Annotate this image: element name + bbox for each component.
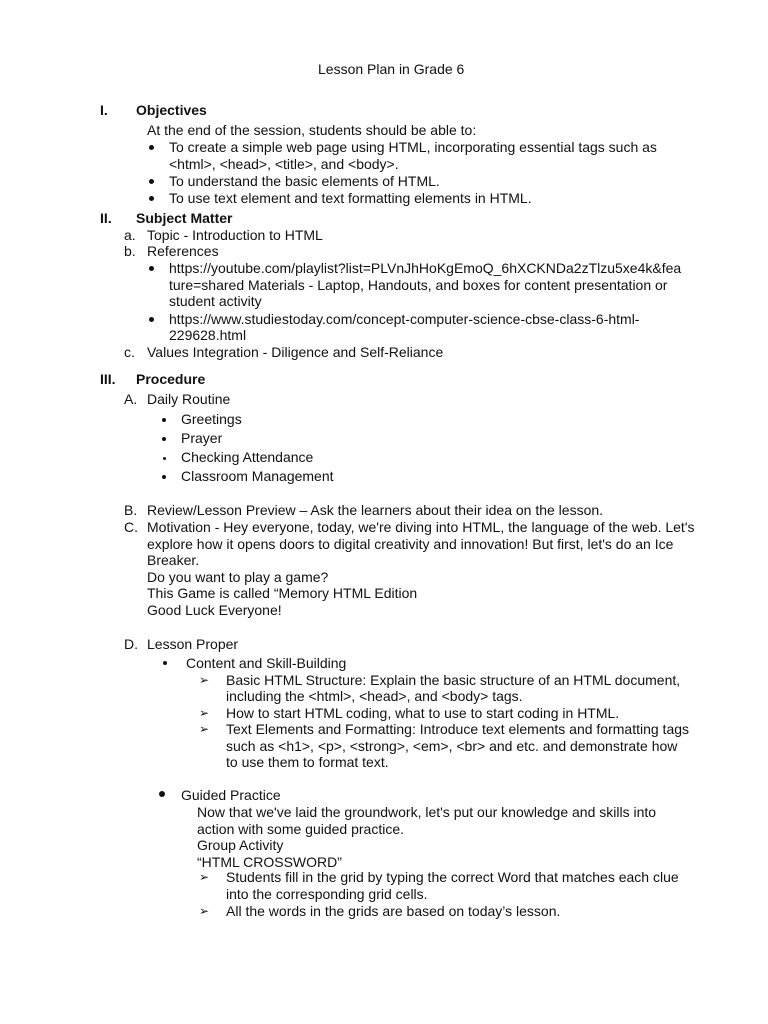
content-item-3-line-3: to use them to format text. xyxy=(226,754,389,770)
bullet-dot xyxy=(159,791,165,797)
values-integration: Values Integration - Diligence and Self-Reliance xyxy=(147,344,444,360)
arrow-bullet-icon: ➢ xyxy=(199,722,210,736)
item-c-marker: c. xyxy=(124,344,135,360)
section-3-heading: Procedure xyxy=(136,371,206,387)
references-label: References xyxy=(147,243,219,259)
guided-item-1-line-1: Students fill in the grid by typing the correct Word that matches each clue xyxy=(226,869,679,885)
topic-text: Topic - Introduction to HTML xyxy=(147,227,323,243)
section-3-number: III. xyxy=(100,371,116,387)
item-B-marker: B. xyxy=(124,502,138,518)
motivation-line: Good Luck Everyone! xyxy=(147,602,282,618)
arrow-bullet-icon: ➢ xyxy=(199,904,210,918)
page-title: Lesson Plan in Grade 6 xyxy=(318,61,465,77)
reference-1-line-3: student activity xyxy=(169,293,262,309)
reference-2-line-1[interactable]: https://www.studiestoday.com/concept-computer-science-cbse-class-6-html- xyxy=(169,311,640,327)
content-item-1-line-1: Basic HTML Structure: Explain the basic structure of an HTML document, xyxy=(226,672,681,688)
bullet-dot xyxy=(149,145,154,150)
objective-3: To use text element and text formatting elements in HTML. xyxy=(169,190,532,206)
bullet-dot xyxy=(149,266,154,271)
bullet-dot xyxy=(162,418,166,422)
motivation-line: Motivation - Hey everyone, today, we're diving into HTML, the language of the web. Let's xyxy=(147,519,695,535)
routine-item: Prayer xyxy=(181,430,223,446)
section-1-heading: Objectives xyxy=(136,102,207,118)
item-C-marker: C. xyxy=(124,519,138,535)
motivation-line: This Game is called “Memory HTML Edition xyxy=(147,585,418,601)
guided-practice-line: Now that we've laid the groundwork, let's put our knowledge and skills into xyxy=(197,804,657,820)
routine-item: Greetings xyxy=(181,411,242,427)
objective-1-line-2: <html>, <head>, <title>, and <body>. xyxy=(169,156,399,172)
motivation-line: Do you want to play a game? xyxy=(147,569,329,585)
content-item-3-line-2: such as <h1>, <p>, <strong>, <em>, <br> and etc. and demonstrate how xyxy=(226,738,678,754)
bullet-dot xyxy=(163,457,166,460)
content-item-1-line-2: including the <html>, <head>, and <body> tags. xyxy=(226,688,523,704)
item-A-marker: A. xyxy=(124,391,138,407)
objectives-intro: At the end of the session, students should be able to: xyxy=(147,122,477,138)
guided-practice-line: “HTML CROSSWORD” xyxy=(197,854,342,870)
bullet-dot xyxy=(162,475,166,479)
motivation-line: explore how it opens doors to digital creativity and innovation! But first, let's do an Ice xyxy=(147,536,674,552)
guided-practice-label: Guided Practice xyxy=(181,787,281,803)
guided-item-2: All the words in the grids are based on today’s lesson. xyxy=(226,903,561,919)
routine-item: Checking Attendance xyxy=(181,449,314,465)
arrow-bullet-icon: ➢ xyxy=(199,706,210,720)
section-1-number: I. xyxy=(100,102,108,118)
content-item-2: How to start HTML coding, what to use to start coding in HTML. xyxy=(226,705,620,721)
routine-item: Classroom Management xyxy=(181,468,334,484)
guided-practice-line: Group Activity xyxy=(197,837,284,853)
bullet-dot xyxy=(162,437,166,441)
bullet-dot xyxy=(163,661,167,665)
bullet-dot xyxy=(149,196,154,201)
guided-practice-line: action with some guided practice. xyxy=(197,821,404,837)
motivation-line: Breaker. xyxy=(147,552,200,568)
section-2-number: II. xyxy=(100,210,112,226)
arrow-bullet-icon: ➢ xyxy=(199,870,210,884)
bullet-dot xyxy=(149,179,154,184)
arrow-bullet-icon: ➢ xyxy=(199,673,210,687)
section-2-heading: Subject Matter xyxy=(136,210,233,226)
guided-item-1-line-2: into the corresponding grid cells. xyxy=(226,886,428,902)
reference-1-line-1[interactable]: https://youtube.com/playlist?list=PLVnJhHoKgEmoQ_6hXCKNDa2zTlzu5xe4k&fea xyxy=(169,260,682,276)
objective-2: To understand the basic elements of HTML. xyxy=(169,173,440,189)
lesson-proper-label: Lesson Proper xyxy=(147,636,239,652)
bullet-dot xyxy=(149,317,154,322)
item-b-marker: b. xyxy=(124,243,136,259)
item-D-marker: D. xyxy=(124,636,138,652)
objective-1-line-1: To create a simple web page using HTML, incorporating essential tags such as xyxy=(169,139,657,155)
reference-1-line-2: ture=shared Materials - Laptop, Handouts, and boxes for content presentation or xyxy=(169,277,668,293)
content-skill-building-label: Content and Skill-Building xyxy=(186,655,347,671)
review-preview-text: Review/Lesson Preview – Ask the learners about their idea on the lesson. xyxy=(147,502,604,518)
reference-2-line-2[interactable]: 229628.html xyxy=(169,327,247,343)
content-item-3-line-1: Text Elements and Formatting: Introduce text elements and formatting tags xyxy=(226,721,690,737)
daily-routine-label: Daily Routine xyxy=(147,391,231,407)
item-a-marker: a. xyxy=(124,227,136,243)
